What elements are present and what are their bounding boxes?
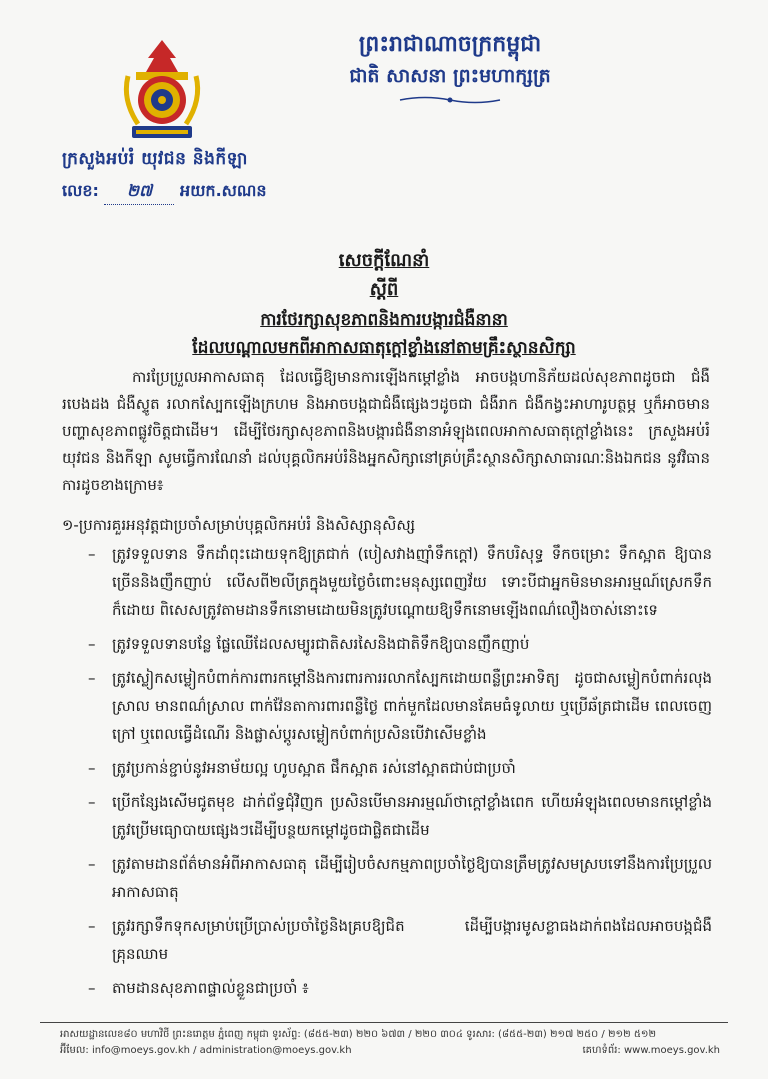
kingdom-name: ព្រះរាជាណាចក្រកម្ពុជា [358, 32, 542, 57]
ornament-divider-icon [395, 95, 505, 105]
reference-suffix: អយក.សណន [180, 181, 267, 200]
kingdom-heading [300, 30, 600, 109]
section-1-heading: ១-ប្រការគួរអនុវត្តជាប្រចាំសម្រាប់បុគ្គលិកអប់រំ និងសិស្សានុសិស្ស [62, 516, 416, 534]
guideline-list [62, 540, 712, 1008]
footer-divider [40, 1022, 728, 1023]
national-motto: ជាតិ សាសនា ព្រះមហាក្សត្រ [349, 65, 551, 87]
footer [60, 1027, 720, 1059]
footer-email [60, 1043, 352, 1059]
footer-email-value: info@moeys.gov.kh / administration@moeys.gov.kh [91, 1045, 352, 1056]
footer-website [583, 1043, 721, 1059]
document-title [60, 248, 708, 362]
list-item: – ត្រូវទទួលទានបន្លែ ផ្លែឈើដែលសម្បូរជាតិសរសៃនិងជាតិទឹកឱ្យបានញឹកញាប់ [88, 635, 530, 653]
list-item: – ត្រូវតាមដានព័ត៌មានអំពីអាកាសធាតុ ដើម្បីរៀបចំសកម្មភាពប្រចាំថ្ងៃឱ្យបានត្រឹមត្រូវសមស្របទៅនឹងការប្រែប្រួលអាកាសធាតុ [88, 855, 712, 901]
list-item: – ប្រើកន្សែងសើមជូតមុខ ដាក់ព័ទ្ធជុំវិញក ប្រសិនបើមានអារម្មណ៍ថាក្ដៅខ្លាំងពេក ហើយអំឡុងពេលមានកម្ដៅខ្លាំងត្រូវប្រើមធ្យោបាយផ្សេងៗដើម្បីបន្ថយកម្ដៅដូចជាផ្លិតជាដើម [88, 793, 712, 839]
reference-number: ២៧ [104, 180, 174, 205]
title-line-1: សេចក្ដីណែនាំ [338, 250, 430, 271]
intro-paragraph: ការប្រែប្រួលអាកាសធាតុ ដែលធ្វើឱ្យមានការឡើងកម្ដៅខ្លាំង អាចបង្កហានិភ័យដល់សុខភាពដូចជា ជំងឺរបេងដង ជំងឺស្ទូត រលាកស្បែកឡើងក្រហម និងអាចបង្កជាជំងឺផ្សេងៗដូចជា ជំងឺរាក ជំងឺកង្វះអាហារូបត្ថម្ភ ឬក៏អាចមានបញ្ហាសុខភាពផ្លូវចិត្តជាដើម។ ដើម្បីថែរក្សាសុខភាពនិងបង្ការជំងឺនានាអំឡុងពេលអាកាសធាតុក្ដៅខ្លាំងនេះ ក្រសួងអប់រំ យុវជន និងកីឡា សូមធ្វើការណែនាំ ដល់បុគ្គលិកអប់រំនិងអ្នកសិក្សានៅគ្រប់គ្រឹះស្ថានសិក្សាសាធារណៈនិងឯកជន នូវវិធានការដូចខាងក្រោម៖ [62, 368, 710, 494]
title-line-2: ស្ដីពី [369, 279, 399, 300]
reference-label: លេខ: [62, 181, 99, 200]
footer-email-label: អ៊ីមែល: [60, 1045, 89, 1056]
footer-web-value: www.moeys.gov.kh [623, 1045, 720, 1056]
title-line-3: ការថែរក្សាសុខភាពនិងការបង្ការជំងឺនានា [260, 310, 508, 330]
footer-web-label: គេហទំព័រ: [582, 1045, 621, 1056]
title-line-4: ដែលបណ្ដាលមកពីអាកាសធាតុក្ដៅខ្លាំងនៅតាមគ្រឹះស្ថានសិក្សា [192, 338, 576, 358]
list-item: – ត្រូវប្រកាន់ខ្ជាប់នូវអនាម័យល្អ ហូបស្អាត ផឹកស្អាត រស់នៅស្អាតជាប់ជាប្រចាំ [88, 759, 516, 777]
list-item: – តាមដានសុខភាពផ្ទាល់ខ្លួនជាប្រចាំ ៖ [88, 979, 309, 997]
list-item: – ត្រូវរក្សាទឹកទុកសម្រាប់ប្រើប្រាស់ប្រចាំថ្ងៃនិងគ្របឱ្យជិត ដើម្បីបង្ការមូសខ្លាធងដាក់ពងដែលអាចបង្កជំងឺគ្រុនឈាម [88, 917, 712, 963]
list-item: – ត្រូវទទួលទាន ទឹកដាំពុះដោយទុកឱ្យត្រជាក់ (បៀសវាងញ៉ាំទឹកក្ដៅ) ទឹកបរិសុទ្ធ ទឹកចម្រោះ ទឹកស្អាត ឱ្យបានច្រើននិងញឹកញាប់ លើសពី២លីត្រក្នុងមួយថ្ងៃចំពោះមនុស្សពេញវ័យ ទោះបីជាអ្នកមិនមានអារម្មណ៍ស្រេកទឹកក៏ដោយ ពិសេសត្រូវតាមដានទឹកនោមដោយមិនត្រូវបណ្ដោយឱ្យទឹកនោមឡើងពណ៌លឿងចាស់នោះទេ [88, 545, 712, 619]
footer-address: អាសយដ្ឋានលេខ៨០ មហាវិថី ព្រះនរោត្តម ភ្នំពេញ កម្ពុជា ទូរស័ព្ទ: (៨៥៥-២៣) ២២០ ៦៧៣ / ២២០ ៣០៤ ទូរសារ: (៨៥៥-២៣) ២១៧ ២៥០ / ២១២ ៥១២ [60, 1029, 657, 1040]
ministry-name: ក្រសួងអប់រំ យុវជន និងកីឡា [62, 149, 248, 169]
ministry-emblem-icon [118, 36, 206, 144]
reference-line [62, 180, 267, 205]
list-item: – ត្រូវស្លៀកសម្លៀកបំពាក់ការពារកម្ដៅនិងការពារការរលាកស្បែកដោយពន្លឺព្រះអាទិត្យ ដូចជាសម្លៀកបំពាក់រលុង ស្រាល មានពណ៌ស្រាល ពាក់វ៉ែនតាការពារពន្លឺថ្ងៃ ពាក់មួកដែលមានគែមធំទូលាយ ឬប្រើឆ័ត្រជាដើម ពេលចេញក្រៅ ឬពេលធ្វើដំណើរ និងផ្លាស់ប្ដូរសម្លៀកបំពាក់ប្រសិនបើវាសើមខ្លាំង [88, 669, 712, 743]
